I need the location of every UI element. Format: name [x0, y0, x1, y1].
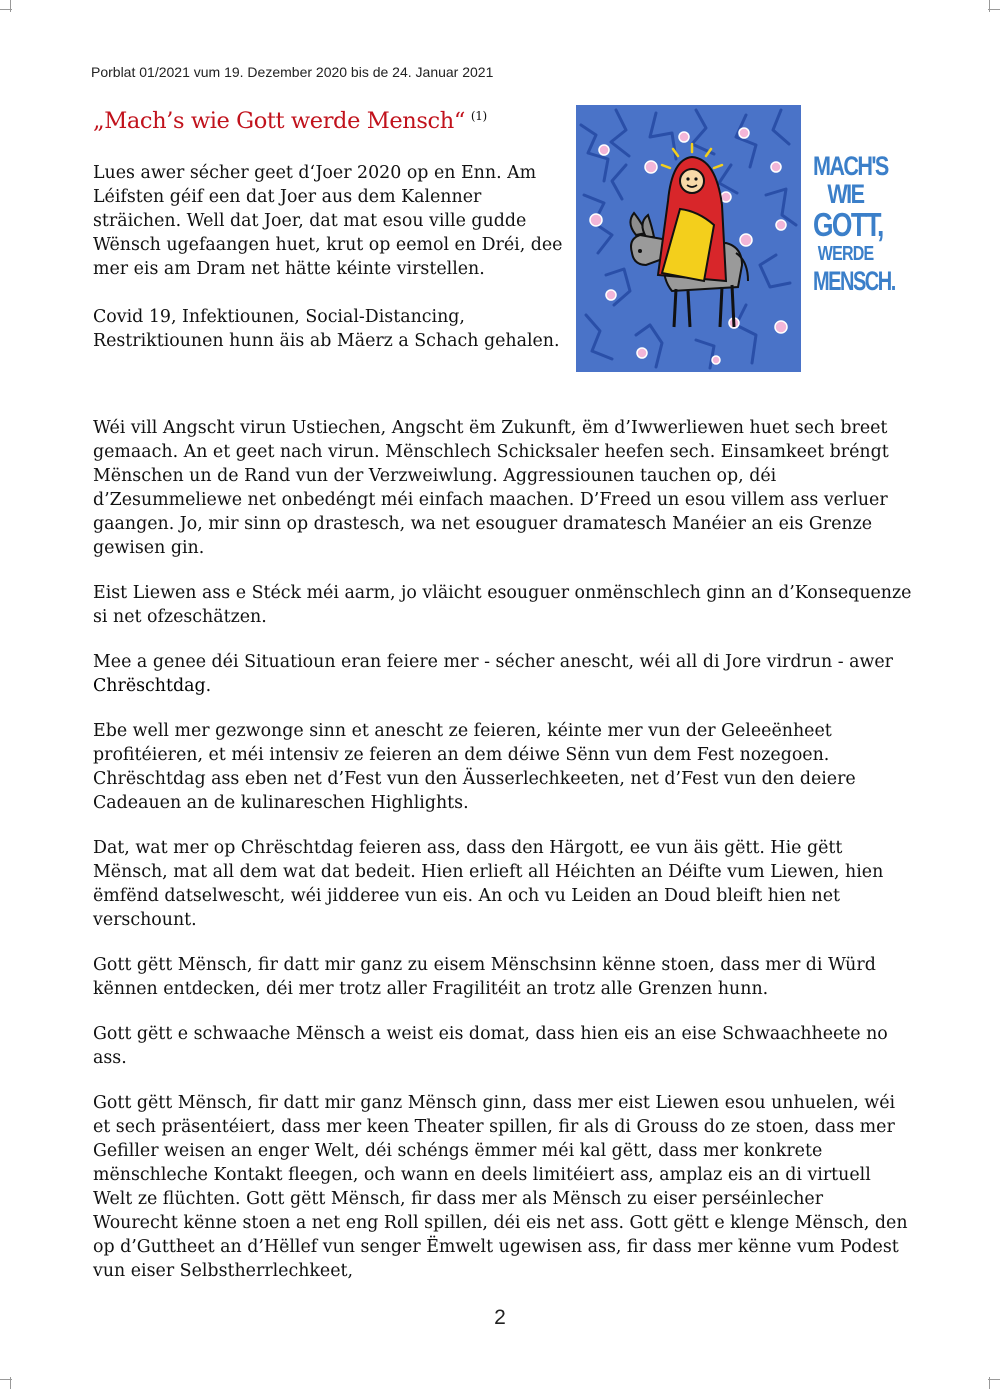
- intro-text: [93, 161, 563, 377]
- crop-mark: [989, 0, 990, 12]
- footnote-marker: (1): [470, 109, 487, 123]
- slogan-line: WERDE: [817, 243, 874, 265]
- emphasized-word: Chrëschtdag: [93, 676, 206, 696]
- paragraph-text: Mee a genee déi Situatioun eran feiere mer - sécher anescht, wéi all di Jore virdrun - awer: [93, 652, 893, 672]
- page-number: 2: [494, 1306, 506, 1329]
- paragraph: Dat, wat mer op Chrëschtdag feieren ass, dass den Härgott, ee vun äis gëtt. Hie gëtt Mënsch, mat all dem wat dat bedeit. Hien erlieft all Héichten an Déifte vum Liewen, hien ëmfënd datselwescht, wéi jidderee vun eis. An och vu Leiden an Doud bleift hien net verschount.: [93, 838, 884, 930]
- slogan-line: MENSCH.: [813, 266, 895, 296]
- slogan-line: WIE: [827, 179, 864, 209]
- paragraph-text: .: [205, 676, 212, 696]
- nativity-illustration: [576, 105, 801, 372]
- paragraph: Gott gëtt Mënsch, fir datt mir ganz zu eisem Mënschsinn kënne stoen, dass mer di Würd kënnen entdecken, déi mer trotz aller Fragilitéit an trotz alle Grenzen hunn.: [93, 955, 876, 999]
- paragraph: Eist Liewen ass e Stéck méi aarm, jo vläicht esouguer onmënschlech ginn an d’Konsequenze si net ofzeschätzen.: [93, 583, 912, 627]
- article-title: [93, 108, 487, 134]
- page-header: Porblat 01/2021 vum 19. Dezember 2020 bis de 24. Januar 2021: [91, 64, 494, 80]
- paragraph: Gott gëtt e schwaache Mënsch a weist eis domat, dass hien eis an eise Schwaachheete no ass.: [93, 1024, 888, 1068]
- paragraph: [93, 650, 913, 698]
- paragraph: Lues awer sécher geet d‘Joer 2020 op en Enn. Am Léifsten géif een dat Joer aus dem Kalenner sträichen. Well dat Joer, dat mat esou ville gudde Wënsch ugefaangen huet, krut op eemol en Dréi, dee mer eis am Dram net hätte kéinte virstellen.: [93, 163, 563, 279]
- paragraph: Ebe well mer gezwonge sinn et anescht ze feieren, kéinte mer vun der Geleeënheet profitéieren, et méi intensiv ze feieren an dem déiwe Sënn vun dem Fest nozegoen. Chrëschtdag ass eben net d’Fest vun den Äusserlechkeeten, net d’Fest vun den deiere Cadeauen an de kulinareschen Highlights.: [93, 721, 856, 813]
- crop-mark: [989, 1377, 990, 1389]
- slogan-logo: [813, 152, 908, 317]
- paragraph: Wéi vill Angscht virun Ustiechen, Angscht ëm Zukunft, ëm d’Iwwerliewen huet sech breet gemaach. An et geet nach virun. Mënschlech Schicksaler heefen sech. Einsamkeet bréngt Mënschen un de Rand vun der Verzweiwlung. Aggressiounen tauchen op, déi d’Zesummeliewe net onbedéngt méi einfach maachen. D’Freed un esou villem ass verluer gaangen. Jo, mir sinn op drastesch, wa net esouguer dramatesch Manéier an eis Grenze gewisen gin.: [93, 418, 889, 558]
- article-body: [93, 416, 913, 1304]
- paragraph: Gott gëtt Mënsch, fir datt mir ganz Mënsch ginn, dass mer eist Liewen esou unhuelen, wéi et sech präsentéiert, dass mer keen Theater spillen, fir als di Grouss do ze stoen, dass mer Gefiller weisen an enger Welt, déi schéngs ëmmer méi kal gëtt, dass mer konkrete mënschleche Kontakt fleegen, och wann en deels limitéiert ass, amplaz eis an di virtuell Welt ze flüchten. Gott gëtt Mënsch, fir dass mer als Mënsch zu eiser perséinlecher Wourecht kënne stoen a net eng Roll spillen, déi eis net ass. Gott gëtt e klenge Mënsch, den op d’Guttheet an d’Hëllef vun senger Ëmwelt ugewisen ass, fir dass mer kënne vum Podest vun eiser Selbstherrlechkeet,: [93, 1093, 908, 1281]
- slogan-line: MACH'S: [813, 151, 888, 181]
- crop-mark: [10, 1377, 11, 1389]
- article-title-text: „Mach’s wie Gott werde Mensch“: [93, 108, 465, 134]
- paragraph: Covid 19, Infektiounen, Social-Distancing, Restriktiounen hunn äis ab Mäerz a Schach gehalen.: [93, 307, 560, 351]
- slogan-line: GOTT,: [813, 206, 883, 243]
- crop-mark: [10, 0, 11, 12]
